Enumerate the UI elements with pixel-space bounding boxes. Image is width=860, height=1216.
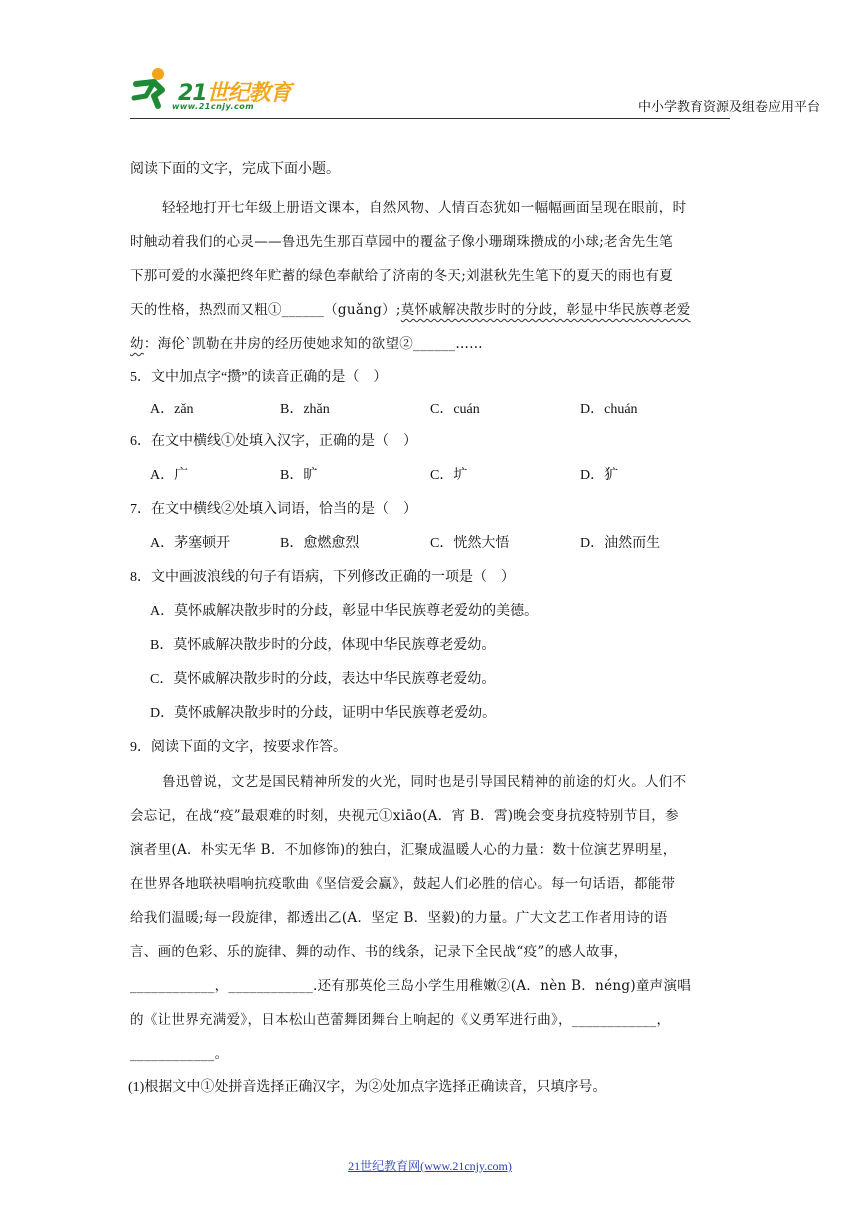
q5-option-c: C．cuán xyxy=(430,402,480,417)
question-5-stem: 5．文中加点字“攒”的读音正确的是（ ） xyxy=(130,370,388,385)
q8-option-d: D．莫怀戚解决散步时的分歧，证明中华民族尊老爱幼。 xyxy=(150,706,497,721)
q9-passage-line: 鲁迅曾说，文艺是国民精神所发的火光，同时也是引导国民精神的前途的灯火。人们不 xyxy=(162,774,687,790)
logo xyxy=(128,66,308,116)
q6-option-c: C．圹 xyxy=(430,468,468,483)
q7-option-a: A．茅塞顿开 xyxy=(150,536,231,551)
wavy-sentence: 莫怀戚解决散步时的分歧，彰显中华民族尊老爱 xyxy=(400,302,691,318)
question-6-stem: 6．在文中横线①处填入汉字，正确的是（ ） xyxy=(130,434,417,449)
q8-option-b: B．莫怀戚解决散步时的分歧，体现中华民族尊老爱幼。 xyxy=(150,638,496,653)
q7-option-b: B．愈燃愈烈 xyxy=(280,536,360,551)
question-7-stem: 7．在文中横线②处填入词语，恰当的是（ ） xyxy=(130,502,417,517)
intro-text: 阅读下面的文字，完成下面小题。 xyxy=(130,162,340,177)
question-8-stem: 8．文中画波浪线的句子有语病，下列修改正确的一项是（ ） xyxy=(130,570,515,585)
footer-link[interactable]: 21世纪教育网(www.21cnjy.com) xyxy=(348,1159,512,1173)
runner-logo-icon xyxy=(128,66,176,110)
passage-line: 时触动着我们的心灵——鲁迅先生那百草园中的覆盆子像小珊瑚珠攒成的小球;老舍先生笔 xyxy=(130,234,674,250)
logo-title: 21世纪教育 xyxy=(178,81,291,106)
q6-option-a: A．广 xyxy=(150,468,189,483)
q5-option-a: A．zǎn xyxy=(150,402,194,417)
passage-line: 轻轻地打开七年级上册语文课本，自然风物、人情百态犹如一幅幅画面呈现在眼前，时 xyxy=(162,200,687,216)
passage-line: 天的性格，热烈而又粗①______（guǎng）;莫怀戚解决散步时的分歧，彰显中华民族尊老爱 xyxy=(130,302,691,318)
q9-passage-line: 演者里(A．朴实无华 B．不加修饰)的独白，汇聚成温暖人心的力量：数十位演艺界明星， xyxy=(130,842,677,858)
page-header xyxy=(0,0,860,120)
q9-passage-line: ____________，____________.还有那英伦三岛小学生用稚嫩②(A．nèn B．néng)童声演唱 xyxy=(130,978,692,994)
q9-passage-line: ____________。 xyxy=(130,1046,229,1062)
wavy-sentence-end: 幼 xyxy=(130,336,144,352)
q9-passage-line: 会忘记，在战“疫”最艰难的时刻，央视元①xiāo(A．宵 B．霄)晚会变身抗疫特别节目，参 xyxy=(130,808,679,824)
logo-url: www.21cnjy.com xyxy=(172,102,255,111)
q8-option-c: C．莫怀戚解决散步时的分歧，表达中华民族尊老爱幼。 xyxy=(150,672,496,687)
platform-name: 中小学教育资源及组卷应用平台 xyxy=(637,100,820,115)
header-divider xyxy=(130,118,730,119)
q9-passage-line: 言、画的色彩、乐的旋律、舞的动作、书的线条，记录下全民战“疫”的感人故事， xyxy=(130,944,628,960)
q9-sub-question-1: (1)根据文中①处拼音选择正确汉字，为②处加点字选择正确读音，只填序号。 xyxy=(128,1080,607,1095)
q7-option-d: D．油然而生 xyxy=(580,536,661,551)
q9-passage-line: 的《让世界充满爱》，日本松山芭蕾舞团舞台上响起的《义勇军进行曲》，____________， xyxy=(130,1012,671,1028)
question-9-stem: 9．阅读下面的文字，按要求作答。 xyxy=(130,740,347,755)
q6-option-d: D．犷 xyxy=(580,468,619,483)
q9-passage-line: 给我们温暖;每一段旋律，都透出乙(A．坚定 B．坚毅)的力量。广大文艺工作者用诗的语 xyxy=(130,910,668,926)
q6-option-b: B．旷 xyxy=(280,468,318,483)
q7-option-c: C．恍然大悟 xyxy=(430,536,510,551)
passage-line: 下那可爱的水藻把终年贮蓄的绿色奉献给了济南的冬天;刘湛秋先生笔下的夏天的雨也有夏 xyxy=(130,268,674,284)
passage-line: 幼：海伦`凯勒在井房的经历使她求知的欲望②______…… xyxy=(130,336,483,352)
q9-passage-line: 在世界各地联袂唱响抗疫歌曲《坚信爱会赢》，鼓起人们必胜的信心。每一句话语，都能带 xyxy=(130,876,676,892)
q5-option-b: B．zhǎn xyxy=(280,402,330,417)
q5-option-d: D．chuán xyxy=(580,402,638,417)
q8-option-a: A．莫怀戚解决散步时的分歧，彰显中华民族尊老爱幼的美德。 xyxy=(150,604,539,619)
